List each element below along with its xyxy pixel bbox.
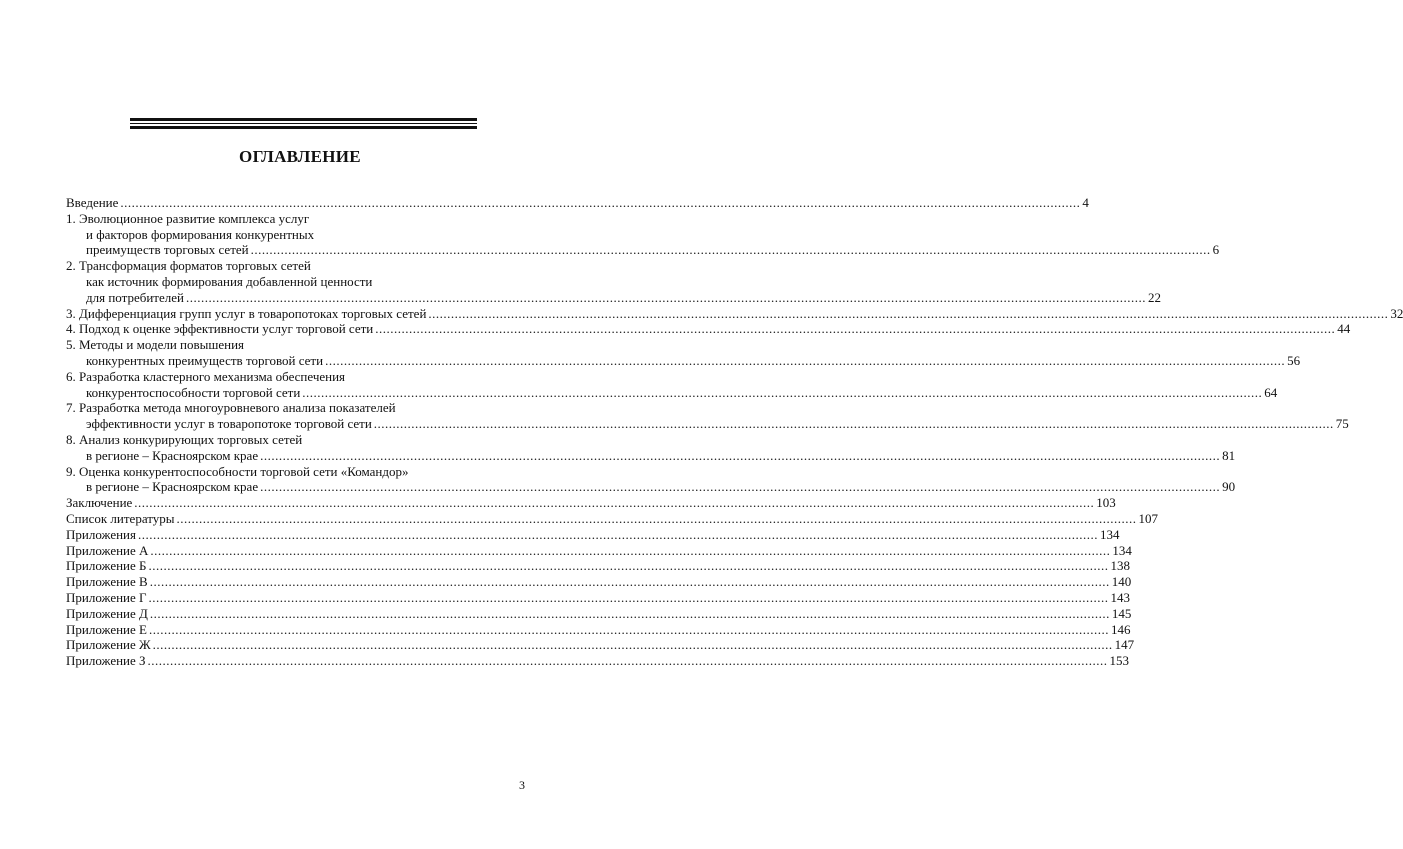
- toc-entry-text: эффективности услуг в товаропотоке торговой сети: [86, 416, 372, 432]
- toc-entry-text: Введение: [66, 195, 119, 210]
- dot-leader: ................................................................................................................................................................................................................................................................: [176, 510, 1137, 526]
- dot-leader: ................................................................................................................................................................................................................................................................: [260, 479, 1221, 495]
- page-number: 3: [519, 778, 525, 792]
- toc-entry-text: 4. Подход к оценке эффективности услуг торговой сети: [66, 321, 374, 337]
- toc-entry-line: [66, 558, 1130, 574]
- dot-leader: ................................................................................................................................................................................................................................................................: [134, 495, 1095, 511]
- table-of-contents: [66, 195, 1403, 669]
- toc-entry-text: Приложение З: [66, 653, 146, 669]
- toc-entry[interactable]: [66, 463, 1236, 496]
- toc-entry-line: [66, 479, 1236, 495]
- toc-entry-line: [66, 621, 1131, 638]
- toc-entry-text: Приложение Е: [66, 621, 147, 637]
- toc-entry[interactable]: [66, 210, 1220, 258]
- toc-entry-text: Приложение Б: [66, 558, 147, 574]
- toc-entry-text: в регионе – Красноярском крае: [86, 447, 259, 463]
- toc-entry[interactable]: [66, 589, 1131, 606]
- toc-page-number: 140: [1111, 574, 1132, 590]
- toc-page-number: 147: [1114, 637, 1135, 653]
- toc-entry-line: [66, 242, 1220, 258]
- toc-page-number: 6: [1212, 242, 1220, 258]
- dot-leader: ................................................................................................................................................................................................................................................................: [120, 195, 1081, 210]
- toc-entry[interactable]: [66, 574, 1132, 590]
- toc-entry-text: 7. Разработка метода многоуровневого анализа показателей: [66, 400, 396, 416]
- toc-entry-text: 3. Дифференциация групп услуг в товаропотоках торговых сетей: [66, 305, 427, 321]
- toc-entry-line: [66, 589, 1131, 606]
- toc-entry-line: [66, 321, 1351, 337]
- toc-page-number: 44: [1337, 321, 1351, 337]
- toc-entry[interactable]: [66, 510, 1158, 527]
- toc-page-number: 146: [1110, 621, 1131, 637]
- toc-entry-line: [66, 526, 1120, 543]
- toc-entry[interactable]: [66, 621, 1131, 638]
- toc-entry-text: 5. Методы и модели повышения: [66, 337, 245, 353]
- toc-entry[interactable]: [66, 653, 1130, 669]
- toc-entry[interactable]: [66, 400, 1349, 432]
- toc-entry-text: Список литературы: [66, 510, 175, 526]
- dot-leader: ................................................................................................................................................................................................................................................................: [147, 653, 1108, 669]
- toc-entry[interactable]: [66, 321, 1351, 337]
- toc-page-number: 145: [1111, 605, 1132, 621]
- toc-page-number: 138: [1110, 558, 1130, 574]
- toc-entry[interactable]: [66, 258, 1161, 305]
- toc-entry-text: конкурентных преимуществ торговой сети: [86, 352, 324, 368]
- toc-entry-text: Приложение Г: [66, 589, 147, 605]
- toc-page-number: 143: [1110, 589, 1131, 605]
- toc-entry-text: 2. Трансформация форматов торговых сетей: [66, 258, 311, 274]
- toc-entry-text: Приложение В: [66, 574, 148, 590]
- toc-entry-text: Приложение А: [66, 542, 149, 558]
- toc-page-number: 22: [1147, 289, 1161, 305]
- toc-entry[interactable]: [66, 558, 1130, 574]
- toc-entry-text: 1. Эволюционное развитие комплекса услуг: [66, 210, 310, 226]
- toc-page-number: 56: [1287, 352, 1301, 368]
- toc-page-number: 32: [1390, 305, 1403, 321]
- toc-entry[interactable]: [66, 605, 1132, 622]
- page-title: ОГЛАВЛЕНИЕ: [239, 147, 361, 166]
- toc-page-number: 103: [1096, 495, 1116, 511]
- toc-entry-line: [66, 352, 1301, 369]
- toc-entry-text: и факторов формирования конкурентных: [86, 226, 315, 242]
- toc-entry-text: Приложение Д: [66, 605, 148, 621]
- toc-entry-line: [66, 495, 1116, 511]
- header-rule: [130, 118, 477, 129]
- toc-entry-line: [66, 384, 1278, 401]
- toc-entry-line: [66, 653, 1130, 669]
- toc-entry-text: как источник формирования добавленной ценности: [86, 273, 373, 289]
- toc-page-number: 75: [1335, 416, 1349, 432]
- toc-page-number: 134: [1099, 526, 1120, 542]
- toc-entry-line: [66, 574, 1132, 590]
- dot-leader: ................................................................................................................................................................................................................................................................: [149, 605, 1110, 621]
- toc-entry[interactable]: [66, 305, 1403, 322]
- toc-entry-line: [66, 542, 1132, 559]
- toc-page-number: 134: [1112, 542, 1132, 558]
- toc-entry[interactable]: [66, 542, 1132, 559]
- toc-page-number: 81: [1222, 447, 1236, 463]
- toc-entry-text: 9. Оценка конкурентоспособности торговой сети «Командор»: [66, 463, 409, 479]
- toc-entry-text: преимуществ торговых сетей: [86, 242, 249, 258]
- toc-entry-line: [66, 305, 1403, 322]
- dot-leader: ................................................................................................................................................................................................................................................................: [375, 321, 1336, 337]
- dot-leader: ................................................................................................................................................................................................................................................................: [148, 621, 1109, 637]
- toc-entry-line: [66, 195, 1089, 211]
- toc-entry[interactable]: [66, 526, 1120, 543]
- toc-entry[interactable]: [66, 195, 1089, 211]
- toc-page-number: 153: [1109, 653, 1130, 669]
- toc-entry[interactable]: [66, 431, 1236, 464]
- rule-thick-bottom: [130, 126, 477, 129]
- toc-entry-text: 6. Разработка кластерного механизма обеспечения: [66, 368, 346, 384]
- rule-thin-middle: [130, 123, 477, 124]
- toc-entry-text: Приложения: [66, 526, 136, 542]
- dot-leader: ................................................................................................................................................................................................................................................................: [185, 289, 1146, 305]
- toc-entry[interactable]: [66, 368, 1278, 401]
- dot-leader: ................................................................................................................................................................................................................................................................: [150, 542, 1111, 558]
- toc-page-number: 64: [1264, 384, 1278, 400]
- toc-entry[interactable]: [66, 337, 1301, 369]
- toc-entry-line: [66, 605, 1132, 622]
- rule-thick-top: [130, 118, 477, 121]
- toc-entry-line: [66, 637, 1135, 653]
- toc-entry-text: для потребителей: [86, 289, 184, 305]
- toc-entry-line: [66, 416, 1349, 432]
- toc-entry-text: конкурентоспособности торговой сети: [86, 384, 301, 400]
- dot-leader: ................................................................................................................................................................................................................................................................: [152, 637, 1113, 653]
- toc-entry[interactable]: [66, 637, 1135, 653]
- toc-entry-line: [66, 447, 1236, 464]
- toc-page-number: 107: [1138, 510, 1158, 526]
- dot-leader: ................................................................................................................................................................................................................................................................: [428, 305, 1389, 321]
- dot-leader: ................................................................................................................................................................................................................................................................: [325, 352, 1286, 368]
- toc-entry-line: [66, 510, 1158, 527]
- toc-entry-text: Приложение Ж: [66, 637, 151, 653]
- dot-leader: ................................................................................................................................................................................................................................................................: [137, 526, 1098, 542]
- toc-entry-text: Заключение: [66, 495, 133, 511]
- dot-leader: ................................................................................................................................................................................................................................................................: [373, 416, 1334, 432]
- dot-leader: ................................................................................................................................................................................................................................................................: [149, 574, 1110, 590]
- dot-leader: ................................................................................................................................................................................................................................................................: [148, 558, 1109, 574]
- toc-entry-text: в регионе – Красноярском крае: [86, 479, 259, 495]
- toc-page-number: 90: [1222, 479, 1236, 495]
- toc-entry-text: 8. Анализ конкурирующих торговых сетей: [66, 431, 303, 447]
- dot-leader: ................................................................................................................................................................................................................................................................: [250, 242, 1211, 258]
- toc-page-number: 4: [1082, 195, 1089, 210]
- dot-leader: ................................................................................................................................................................................................................................................................: [148, 589, 1109, 605]
- dot-leader: ................................................................................................................................................................................................................................................................: [302, 384, 1263, 400]
- toc-entry-line: [66, 289, 1161, 306]
- dot-leader: ................................................................................................................................................................................................................................................................: [260, 447, 1221, 463]
- toc-entry[interactable]: [66, 495, 1116, 511]
